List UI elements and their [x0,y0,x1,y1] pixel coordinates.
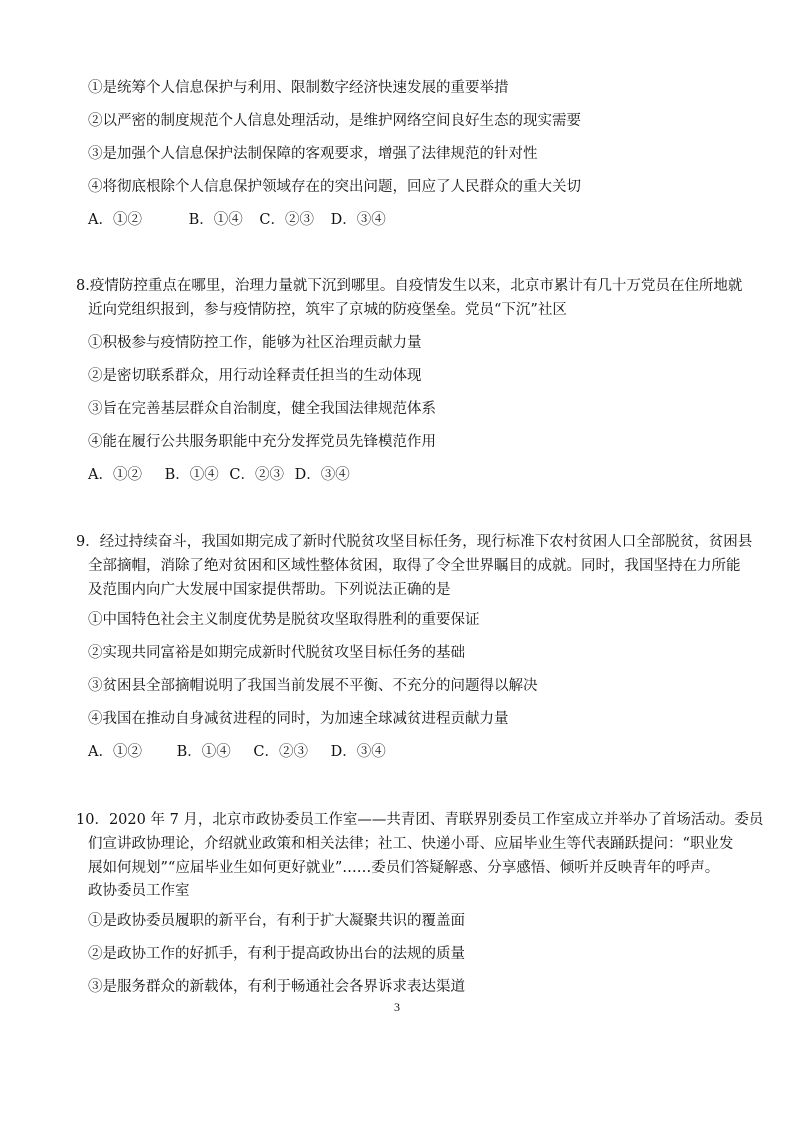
q10-item-1: ①是政协委员履职的新平台，有利于扩大凝聚共识的覆盖面 [88,913,465,929]
q7-item-4: ④将彻底根除个人信息保护领域存在的突出问题，回应了人民群众的重大关切 [88,179,581,195]
q9-item-2: ②实现共同富裕是如期完成新时代脱贫攻坚目标任务的基础 [88,645,465,661]
q9-item-1: ①中国特色社会主义制度优势是脱贫攻坚取得胜利的重要保证 [88,612,480,628]
q9-option-c[interactable]: C．②③ [253,744,308,760]
q7-option-b[interactable]: B．①④ [188,212,243,228]
q9-options [88,742,404,762]
q7-option-c[interactable]: C．②③ [259,212,314,228]
q10-stem-line-3: 展如何规划”“应届毕业生如何更好就业”……委员们答疑解惑、分享感悟、倾听并反映青年的呼声。 [88,860,720,876]
q10-stem-line-4: 政协委员工作室 [88,883,190,899]
q8-item-1: ①积极参与疫情防控工作，能够为社区治理贡献力量 [88,335,422,351]
q8-stem-line-2: 近向党组织报到，参与疫情防控，筑牢了京城的防疫堡垒。党员“下沉”社区 [88,302,567,318]
q7-item-3: ③是加强个人信息保护法制保障的客观要求，增强了法律规范的针对性 [88,146,538,162]
q7-option-d[interactable]: D．③④ [330,212,386,228]
q8-item-4: ④能在履行公共服务职能中充分发挥党员先锋模范作用 [88,434,436,450]
q7-item-1: ①是统筹个人信息保护与利用、限制数字经济快速发展的重要举措 [88,80,509,96]
page-number: 3 [394,1000,400,1014]
q8-option-a[interactable]: A．①② [88,467,142,483]
q9-option-b[interactable]: B．①④ [176,744,231,760]
q9-item-4: ④我国在推动自身减贫进程的同时，为加速全球减贫进程贡献力量 [88,711,509,727]
q9-option-a[interactable]: A．①② [88,744,142,760]
q9-option-d[interactable]: D．③④ [330,744,386,760]
q8-option-c[interactable]: C．②③ [229,467,284,483]
q9-stem-line-2: 全部摘帽，消除了绝对贫困和区域性整体贫困，取得了令全世界瞩目的成就。同时，我国坚持在力所能 [88,558,741,574]
q10-stem-line-1: 10．2020 年 7 月，北京市政协委员工作室——共青团、青联界别委员工作室成立并举办了首场活动。委员 [76,812,764,828]
q8-option-d[interactable]: D．③④ [294,467,350,483]
q10-item-3: ③是服务群众的新载体，有利于畅通社会各界诉求表达渠道 [88,979,465,995]
q9-stem-line-3: 及范围内向广大发展中国家提供帮助。下列说法正确的是 [88,582,451,598]
q10-stem-line-2: 们宣讲政协理论，介绍就业政策和相关法律；社工、快递小哥、应届毕业生等代表踊跃提问：“职业发 [88,836,734,852]
q7-item-2: ②以严密的制度规范个人信息处理活动，是维护网络空间良好生态的现实需要 [88,113,581,129]
q8-option-b[interactable]: B．①④ [164,467,219,483]
q7-option-a[interactable]: A．①② [88,212,142,228]
q8-stem-line-1: 8.疫情防控重点在哪里，治理力量就下沉到哪里。自疫情发生以来，北京市累计有几十万党员在住所地就 [76,278,743,294]
q10-item-2: ②是政协工作的好抓手，有利于提高政协出台的法规的质量 [88,946,465,962]
q7-options [88,210,404,230]
q8-item-2: ②是密切联系群众，用行动诠释责任担当的生动体现 [88,368,422,384]
q9-stem-line-1: 9．经过持续奋斗，我国如期完成了新时代脱贫攻坚目标任务，现行标准下农村贫困人口全部脱贫，贫困县 [76,534,753,550]
q8-item-3: ③旨在完善基层群众自治制度，健全我国法律规范体系 [88,401,436,417]
q9-item-3: ③贫困县全部摘帽说明了我国当前发展不平衡、不充分的问题得以解决 [88,678,538,694]
q8-options [88,465,368,485]
